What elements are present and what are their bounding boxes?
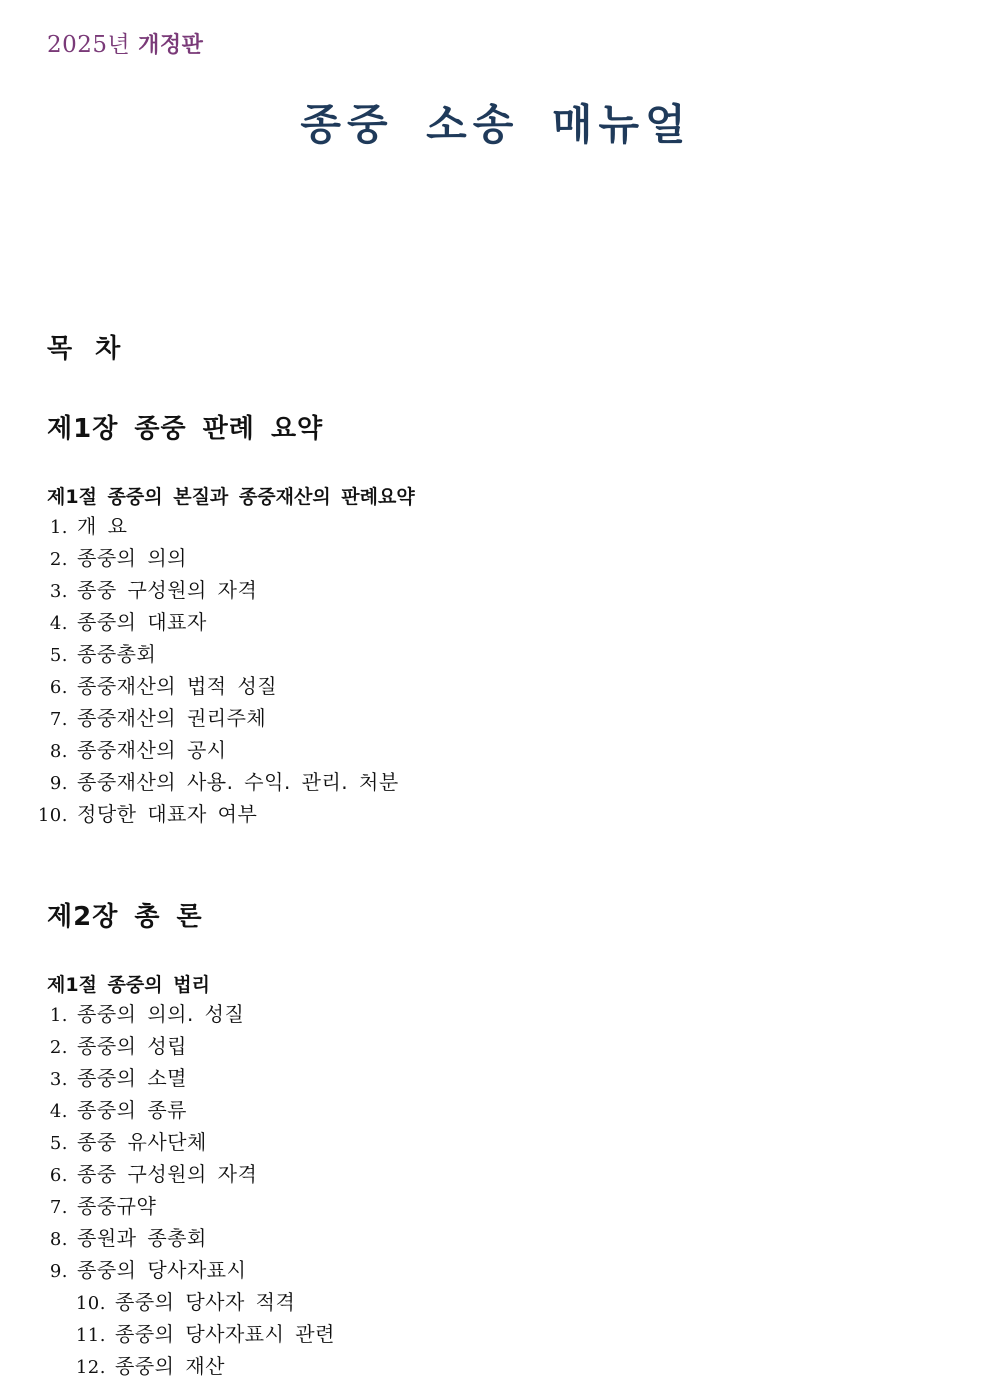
toc-item-number: 9. <box>49 773 68 794</box>
toc-item-number: 6. <box>49 677 68 698</box>
toc-item-text: 종중의 당사자 적격 <box>115 1290 296 1314</box>
toc-item[interactable] <box>0 998 992 1030</box>
toc-item-text: 종중 구성원의 자격 <box>77 578 258 602</box>
toc-item[interactable] <box>0 1318 992 1350</box>
toc-item[interactable] <box>0 1062 992 1094</box>
toc-item-text: 종원과 종총회 <box>77 1226 207 1250</box>
toc-item-text: 종중의 당사자표시 <box>77 1258 247 1282</box>
toc-item-text: 종중재산의 법적 성질 <box>77 674 278 698</box>
toc-item-number: 7. <box>49 1197 68 1218</box>
edition-year: 2025년 <box>47 32 131 58</box>
toc-item-number: 4. <box>49 613 68 634</box>
toc-item[interactable] <box>0 1350 992 1382</box>
toc-item-text: 종중의 종류 <box>77 1098 187 1122</box>
toc-item[interactable] <box>0 1094 992 1126</box>
toc-heading: 목 차 <box>47 334 125 364</box>
toc-item[interactable] <box>0 1190 992 1222</box>
chapter-1-item-list <box>0 510 992 830</box>
toc-item[interactable] <box>0 670 992 702</box>
toc-item[interactable] <box>0 1030 992 1062</box>
toc-item-number: 8. <box>49 1229 68 1250</box>
toc-item[interactable] <box>0 766 992 798</box>
toc-item[interactable] <box>0 1286 992 1318</box>
toc-item-number: 2. <box>49 549 68 570</box>
toc-item-text: 종중의 소멸 <box>77 1066 187 1090</box>
toc-item-number: 3. <box>49 1069 68 1090</box>
toc-item-number: 3. <box>49 581 68 602</box>
toc-item-number: 5. <box>49 645 68 666</box>
toc-item-text: 종중의 의의. 성질 <box>77 1002 245 1026</box>
edition-text: 개정판 <box>138 33 204 58</box>
toc-item[interactable] <box>0 798 992 830</box>
chapter-1-title: 제1장 종중 판례 요약 <box>47 414 324 444</box>
toc-item-text: 종중 유사단체 <box>77 1130 207 1154</box>
toc-item-number: 6. <box>49 1165 68 1186</box>
toc-item-text: 종중재산의 사용. 수익. 관리. 처분 <box>77 770 399 794</box>
chapter-1-section-1: 제1절 종중의 본질과 종중재산의 판례요약 <box>47 486 415 508</box>
toc-item[interactable] <box>0 574 992 606</box>
toc-item[interactable] <box>0 1158 992 1190</box>
toc-item-text: 종중재산의 권리주체 <box>77 706 267 730</box>
toc-item-number: 9. <box>49 1261 68 1282</box>
toc-item-number: 4. <box>49 1101 68 1122</box>
toc-item-text: 종중의 의의 <box>77 546 187 570</box>
toc-item-number: 10. <box>37 805 68 826</box>
toc-item[interactable] <box>0 734 992 766</box>
toc-item-text: 종중 구성원의 자격 <box>77 1162 258 1186</box>
toc-item[interactable] <box>0 1222 992 1254</box>
toc-item[interactable] <box>0 542 992 574</box>
toc-item[interactable] <box>0 1126 992 1158</box>
edition-label <box>47 26 203 59</box>
toc-item-number: 7. <box>49 709 68 730</box>
toc-item-text: 종중의 성립 <box>77 1034 187 1058</box>
chapter-2-item-list <box>0 998 992 1382</box>
toc-item-text: 종중총회 <box>77 642 157 666</box>
toc-item[interactable] <box>0 638 992 670</box>
toc-item-text: 종중재산의 공시 <box>77 738 227 762</box>
toc-item-text: 종중의 대표자 <box>77 610 207 634</box>
toc-item-number: 10. <box>75 1293 106 1314</box>
toc-item[interactable] <box>0 606 992 638</box>
chapter-2-section-1: 제1절 종중의 법리 <box>47 974 210 996</box>
toc-item[interactable] <box>0 702 992 734</box>
toc-item-number: 8. <box>49 741 68 762</box>
toc-item-number: 11. <box>75 1325 106 1346</box>
toc-item[interactable] <box>0 1254 992 1286</box>
toc-item-text: 정당한 대표자 여부 <box>77 802 258 826</box>
toc-item-number: 12. <box>75 1357 106 1378</box>
chapter-2-title: 제2장 총 론 <box>47 902 203 932</box>
toc-item[interactable] <box>0 510 992 542</box>
toc-item-number: 1. <box>49 517 68 538</box>
toc-item-number: 2. <box>49 1037 68 1058</box>
toc-item-text: 종중의 당사자표시 관련 <box>115 1322 335 1346</box>
toc-item-number: 5. <box>49 1133 68 1154</box>
toc-item-text: 개 요 <box>77 514 128 538</box>
toc-item-number: 1. <box>49 1005 68 1026</box>
toc-item-text: 종중의 재산 <box>115 1354 225 1378</box>
toc-item-text: 종중규약 <box>77 1194 157 1218</box>
document-title: 종중 소송 매뉴얼 <box>300 100 692 149</box>
